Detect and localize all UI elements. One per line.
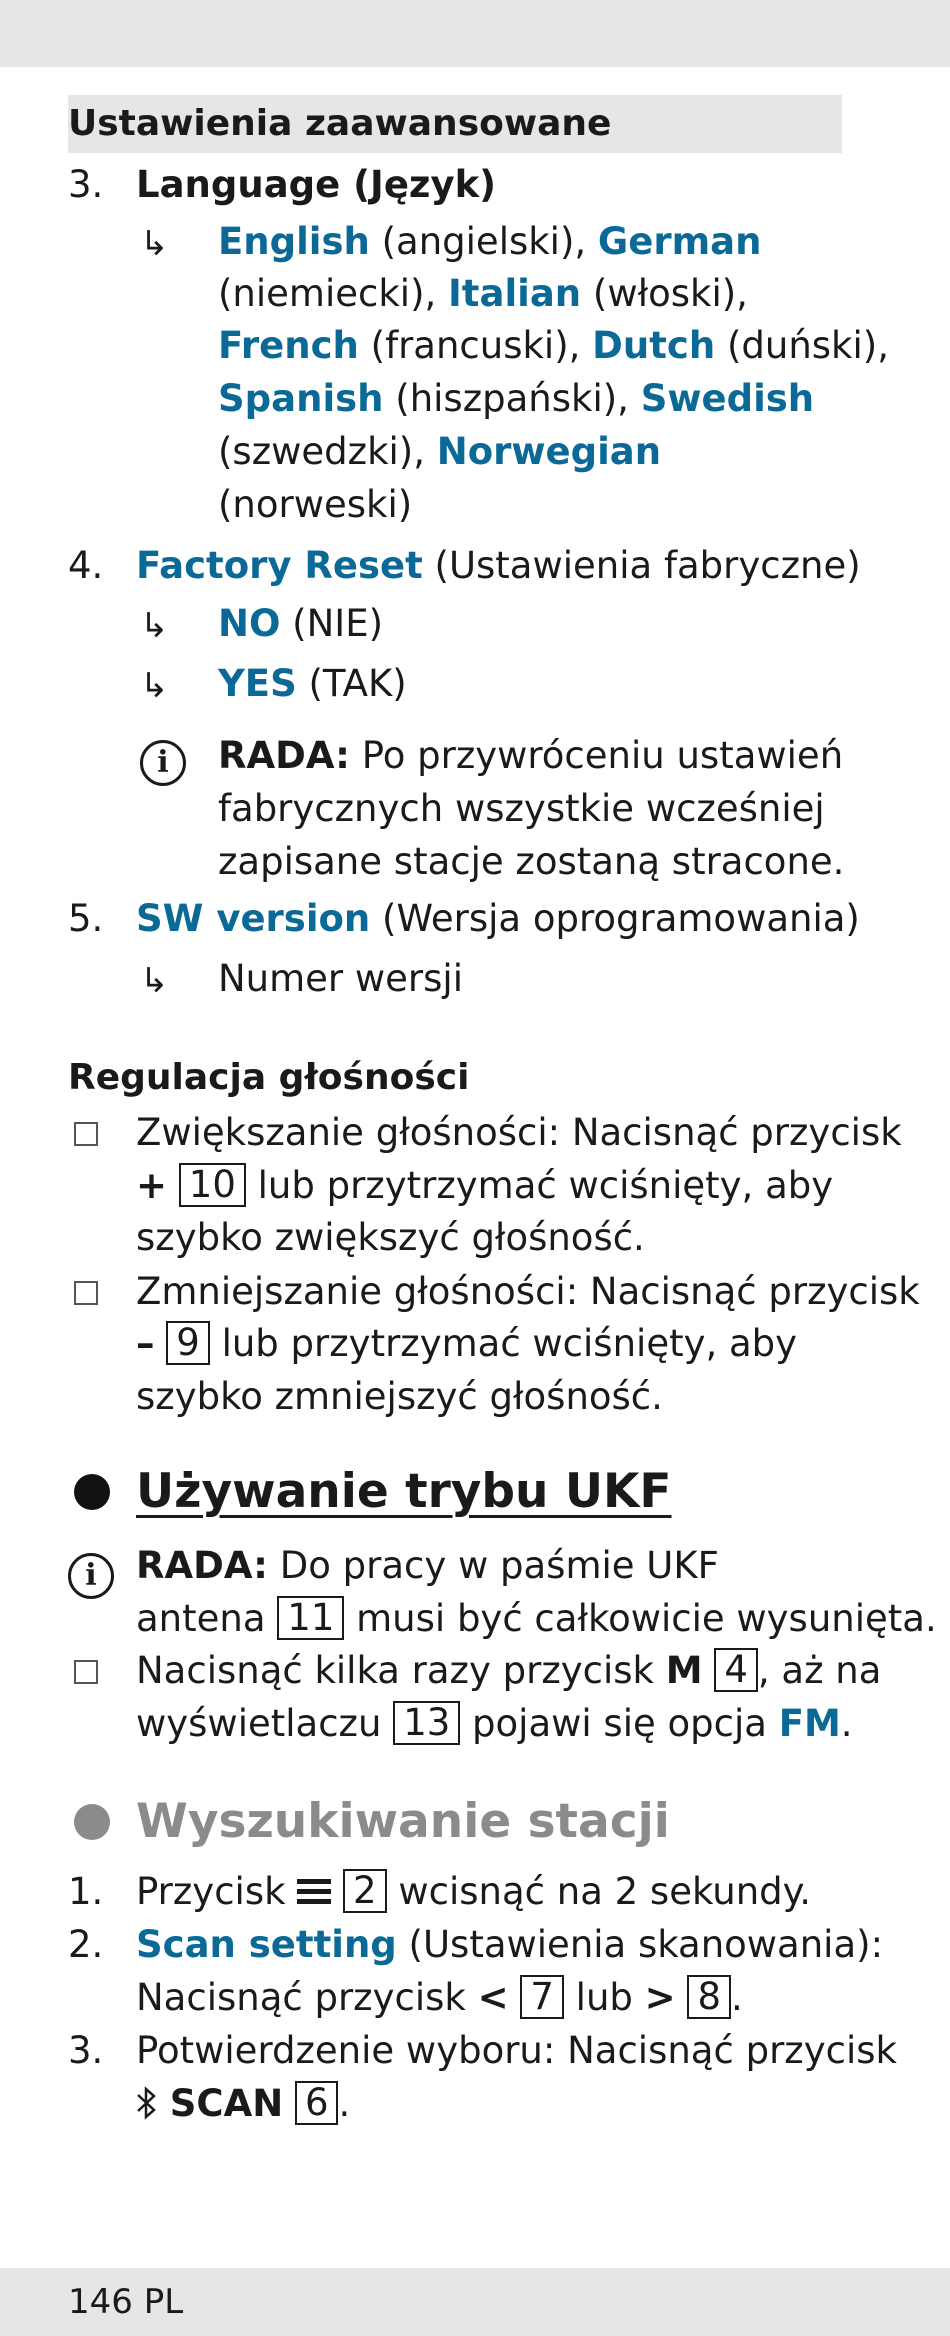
key-ref: 2 (343, 1869, 387, 1913)
sub-arrow-icon: ↳ (140, 666, 169, 706)
key-ref: 9 (166, 1321, 210, 1365)
search-step-2-line-1: Scan setting (Ustawienia skanowania): (136, 1923, 884, 1966)
search-step-1: Przycisk 2 wcisnąć na 2 sekundy. (136, 1868, 812, 1913)
option-yes: YES (TAK) (218, 662, 407, 705)
key-ref: 10 (179, 1163, 246, 1207)
section-heading: Ustawienia zaawansowane (68, 103, 612, 144)
volume-heading: Regulacja głośności (68, 1057, 470, 1098)
step-number: 1. (68, 1870, 104, 1913)
top-bar (0, 0, 950, 67)
sw-version-title: SW version (Wersja oprogramowania) (136, 897, 860, 940)
section-header-advanced (68, 95, 842, 153)
checkbox-bullet (74, 1660, 98, 1684)
info-icon: i (68, 1553, 114, 1599)
section-bullet-icon (74, 1474, 110, 1510)
checkbox-bullet (74, 1122, 98, 1146)
page-number: 146 PL (68, 2282, 184, 2322)
ukf-step-line-1: Nacisnąć kilka razy przycisk M 4 , aż na (136, 1647, 882, 1692)
ukf-tip-line-2: antena 11 musi być całkowicie wysunięta. (136, 1595, 937, 1640)
key-ref: 11 (277, 1596, 344, 1640)
bluetooth-icon (136, 2086, 158, 2120)
checkbox-bullet (74, 1281, 98, 1305)
language-line-2: (niemiecki), Italian (włoski), (218, 272, 748, 315)
ukf-step-line-2: wyświetlaczu 13 pojawi się opcja FM. (136, 1700, 853, 1745)
tip-line-2: fabrycznych wszystkie wcześniej (218, 787, 825, 830)
sub-arrow-icon: ↳ (140, 961, 169, 1001)
volume-down-line-2: – 9 lub przytrzymać wciśnięty, aby (136, 1320, 798, 1365)
section-bullet-icon (74, 1804, 110, 1840)
item-number: 3. (68, 163, 104, 206)
key-ref: 6 (295, 2081, 339, 2125)
menu-icon (297, 1877, 331, 1907)
language-line-4: Spanish (hiszpański), Swedish (218, 377, 815, 420)
tip-line-3: zapisane stacje zostaną stracone. (218, 840, 845, 883)
option-no: NO (NIE) (218, 602, 384, 645)
volume-down-line-1: Zmniejszanie głośności: Nacisnąć przycisk (136, 1270, 920, 1313)
volume-up-line-2: + 10 lub przytrzymać wciśnięty, aby (136, 1162, 834, 1207)
sub-arrow-icon: ↳ (140, 224, 169, 264)
volume-up-line-1: Zwiększanie głośności: Nacisnąć przycisk (136, 1111, 902, 1154)
item-number: 4. (68, 544, 104, 587)
key-ref: 7 (520, 1975, 564, 2019)
search-step-3-line-2: SCAN 6 . (136, 2078, 350, 2130)
volume-up-line-3: szybko zwiększyć głośność. (136, 1216, 645, 1259)
volume-down-line-3: szybko zmniejszyć głośność. (136, 1375, 663, 1418)
sub-arrow-icon: ↳ (140, 606, 169, 646)
language-line-3: French (francuski), Dutch (duński), (218, 324, 889, 367)
ukf-tip-line-1: RADA: Do pracy w paśmie UKF (136, 1544, 719, 1587)
language-line-6: (norweski) (218, 483, 413, 526)
search-step-2-line-2: Nacisnąć przycisk < 7 lub > 8 . (136, 1974, 743, 2019)
tip-line-1: RADA: Po przywróceniu ustawień (218, 734, 844, 777)
language-line-1: English (angielski), German (218, 220, 762, 263)
factory-reset-title: Factory Reset (Ustawienia fabryczne) (136, 544, 861, 587)
key-ref: 13 (393, 1701, 460, 1745)
item-number: 5. (68, 897, 104, 940)
step-number: 3. (68, 2029, 104, 2072)
ukf-heading: Używanie trybu UKF (136, 1464, 672, 1519)
version-number-label: Numer wersji (218, 957, 463, 1000)
search-step-3-line-1: Potwierdzenie wyboru: Nacisnąć przycisk (136, 2029, 897, 2072)
language-title: Language (Język) (136, 163, 497, 206)
language-line-5: (szwedzki), Norwegian (218, 430, 662, 473)
search-heading: Wyszukiwanie stacji (136, 1794, 670, 1849)
step-number: 2. (68, 1923, 104, 1966)
key-ref: 4 (714, 1648, 758, 1692)
key-ref: 8 (687, 1975, 731, 2019)
info-icon: i (140, 740, 186, 786)
